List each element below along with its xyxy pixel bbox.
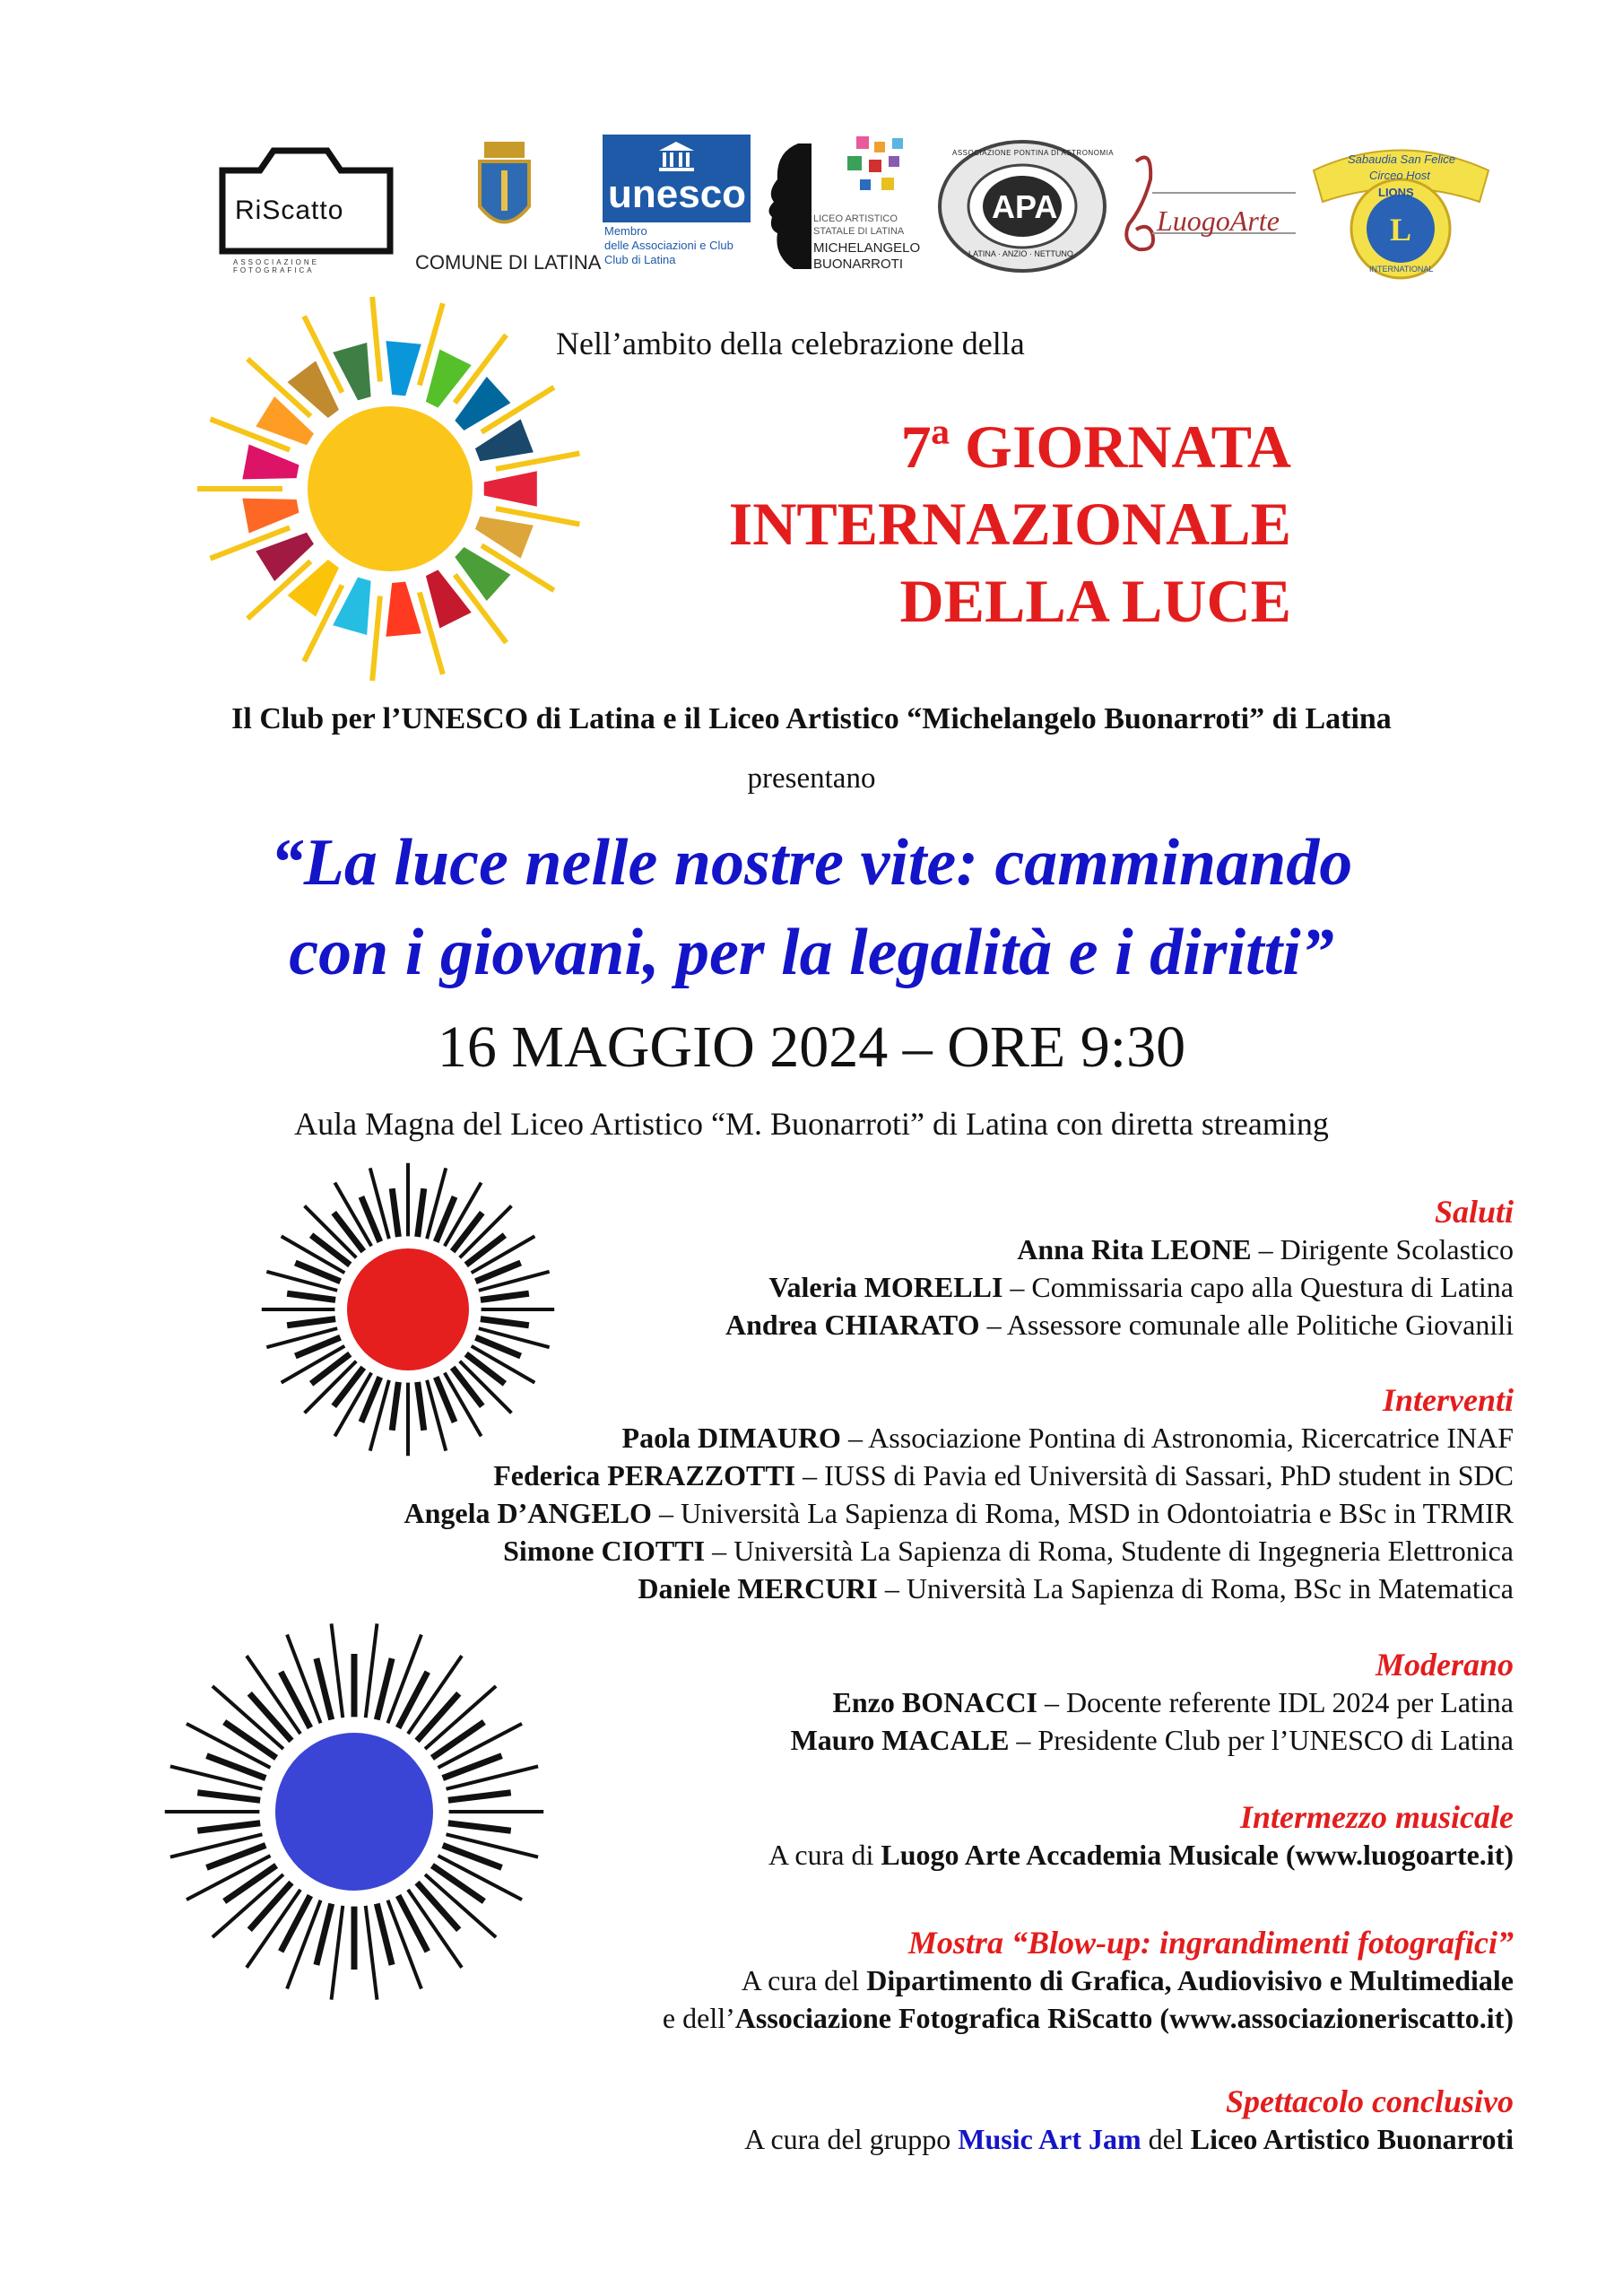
speaker-role: – Presidente Club per l’UNESCO di Latina bbox=[1009, 1724, 1514, 1756]
headline-line-1: “La luce nelle nostre vite: camminando bbox=[270, 826, 1353, 900]
riscatto-sub: ASSOCIAZIONE FOTOGRAFICA bbox=[233, 258, 320, 274]
apa-ring: ASSOCIAZIONE PONTINA DI ASTRONOMIA bbox=[952, 149, 1115, 157]
speaker-role: – Commissaria capo alla Questura di Latina bbox=[1002, 1271, 1514, 1303]
liceo-line4: BUONARROTI bbox=[813, 257, 904, 272]
speaker-name: Paola DIMAURO bbox=[621, 1422, 841, 1454]
lions-name: LIONS bbox=[1378, 186, 1414, 199]
temple-icon bbox=[656, 140, 697, 172]
intermezzo-row bbox=[768, 1836, 1514, 1874]
headline-line-2: con i giovani, per la legalità e i diritti” bbox=[289, 916, 1334, 989]
burst-ray bbox=[311, 1354, 350, 1384]
program-intermezzo bbox=[768, 1798, 1514, 1874]
program-moderano bbox=[791, 1646, 1514, 1759]
burst-ray bbox=[317, 1904, 332, 1965]
burst-ray bbox=[317, 1658, 332, 1719]
speaker-name: Daniele MERCURI bbox=[638, 1572, 878, 1605]
sun-ray-segment bbox=[475, 419, 534, 461]
burst-ray bbox=[432, 1866, 484, 1901]
comune-name: COMUNE DI LATINA bbox=[415, 251, 602, 274]
speaker-name: Mauro MACALE bbox=[790, 1724, 1010, 1756]
burst-ray bbox=[417, 1693, 459, 1741]
mostra-org-2: Associazione Fotografica RiScatto bbox=[734, 2002, 1153, 2034]
speaker-name: Angela D’ANGELO bbox=[404, 1497, 652, 1529]
speaker-role: – IUSS di Pavia ed Università di Sassari, PhD student in SDC bbox=[795, 1459, 1514, 1492]
unesco-line1: Membro bbox=[604, 224, 647, 238]
title-line-1: 7ª GIORNATA bbox=[900, 413, 1291, 481]
burst-ray bbox=[366, 1906, 378, 2000]
speaker-row bbox=[404, 1570, 1514, 1607]
speaker-name: Anna Rita LEONE bbox=[1017, 1233, 1252, 1265]
speaker-name: Federica PERAZZOTTI bbox=[493, 1459, 796, 1492]
event-headline bbox=[0, 818, 1623, 997]
mostra-url[interactable]: (www.associazioneriscatto.it) bbox=[1152, 2002, 1514, 2034]
sun-ray-line bbox=[372, 596, 380, 681]
burst-ray bbox=[453, 1213, 482, 1251]
sun-ray-segment bbox=[386, 341, 421, 396]
sun-ray-line bbox=[372, 297, 380, 382]
luogoarte-name: LuogoArte bbox=[1157, 204, 1280, 237]
burst-ray bbox=[417, 1883, 459, 1930]
program-interventi bbox=[404, 1381, 1514, 1607]
presenters-line: Il Club per l’UNESCO di Latina e il Liceo Artistico “Michelangelo Buonarroti” di Latina bbox=[231, 702, 1392, 735]
burst-ray bbox=[432, 1722, 484, 1758]
liceo-logo bbox=[758, 135, 924, 278]
mostra-pre: A cura del bbox=[741, 1964, 867, 1996]
intermezzo-org: Luogo Arte Accademia Musicale bbox=[881, 1839, 1279, 1871]
burst-ray bbox=[249, 1883, 291, 1930]
profile-silhouette-icon bbox=[758, 144, 812, 269]
burst-ray bbox=[224, 1722, 276, 1758]
speaker-role: – Università La Sapienza di Roma, BSc in Matematica bbox=[877, 1572, 1514, 1605]
sun-disc bbox=[308, 406, 473, 571]
intermezzo-pre: A cura di bbox=[768, 1839, 881, 1871]
speaker-row bbox=[404, 1532, 1514, 1570]
sun-ray-segment bbox=[426, 570, 472, 628]
mostra-pre-2: e dell’ bbox=[662, 2002, 735, 2034]
spettacolo-mid: del bbox=[1141, 2123, 1191, 2155]
coat-of-arms-icon bbox=[408, 135, 601, 242]
speaker-row bbox=[404, 1494, 1514, 1532]
speaker-row bbox=[791, 1683, 1514, 1721]
spettacolo-row bbox=[744, 2120, 1514, 2158]
lions-logo bbox=[1305, 135, 1497, 287]
burst-ray bbox=[287, 1319, 335, 1326]
apa-bottom: LATINA · ANZIO · NETTUNO bbox=[968, 249, 1073, 258]
presentano-label: presentano bbox=[747, 762, 876, 795]
speaker-row bbox=[725, 1231, 1514, 1268]
speaker-row bbox=[725, 1268, 1514, 1306]
mostra-row-2 bbox=[663, 1999, 1514, 2037]
liceo-line2: STATALE DI LATINA bbox=[813, 226, 905, 237]
spettacolo-pre: A cura del gruppo bbox=[744, 2123, 959, 2155]
intro-text: Nell’ambito della celebrazione della bbox=[556, 326, 1025, 361]
title-line-3: DELLA LUCE bbox=[899, 567, 1291, 635]
mostra-row-1 bbox=[663, 1961, 1514, 1999]
speaker-role: – Università La Sapienza di Roma, MSD in Odontoiatria e BSc in TRMIR bbox=[651, 1497, 1514, 1529]
speaker-role: – Assessore comunale alle Politiche Giovanili bbox=[979, 1309, 1514, 1341]
speaker-role: – Università La Sapienza di Roma, Studente di Ingegneria Elettronica bbox=[705, 1535, 1514, 1567]
lions-ring: INTERNATIONAL bbox=[1369, 265, 1434, 274]
luogoarte-logo bbox=[1116, 144, 1296, 269]
program-saluti bbox=[725, 1193, 1514, 1344]
sun-graphic bbox=[188, 287, 592, 691]
speaker-name: Andrea CHIARATO bbox=[725, 1309, 980, 1341]
speaker-role: – Docente referente IDL 2024 per Latina bbox=[1037, 1686, 1514, 1718]
spettacolo-org: Liceo Artistico Buonarroti bbox=[1190, 2123, 1514, 2155]
sun-ray-segment bbox=[475, 517, 534, 559]
unesco-line3: Club di Latina bbox=[604, 253, 676, 266]
speaker-row bbox=[404, 1419, 1514, 1457]
burst-ray bbox=[197, 1823, 260, 1831]
speaker-row bbox=[725, 1306, 1514, 1344]
program-mostra bbox=[663, 1924, 1514, 2037]
burst-ray bbox=[481, 1319, 529, 1326]
comune-latina-logo bbox=[408, 135, 601, 278]
apa-name: APA bbox=[992, 188, 1058, 225]
intermezzo-url[interactable]: (www.luogoarte.it) bbox=[1278, 1839, 1514, 1871]
sun-ray-segment bbox=[484, 471, 537, 507]
mostra-org: Dipartimento di Grafica, Audiovisivo e Multimediale bbox=[866, 1964, 1514, 1996]
burst-ray bbox=[448, 1823, 511, 1831]
unesco-line2: delle Associazioni e Club bbox=[604, 239, 733, 252]
burst-ray bbox=[332, 1623, 343, 1718]
burst-ray bbox=[249, 1693, 291, 1741]
burst-ray bbox=[466, 1235, 505, 1265]
section-title-spettacolo: Spettacolo conclusivo bbox=[1226, 2083, 1514, 2119]
apa-logo bbox=[933, 135, 1115, 278]
burst-ray bbox=[466, 1354, 505, 1384]
riscatto-logo bbox=[215, 144, 399, 274]
burst-ray bbox=[377, 1904, 392, 1965]
sun-ray-segment bbox=[426, 350, 472, 408]
event-venue: Aula Magna del Liceo Artistico “M. Buonarroti” di Latina con diretta streaming bbox=[294, 1106, 1329, 1142]
burst-ray bbox=[224, 1866, 276, 1901]
svg-text:L: L bbox=[1389, 212, 1412, 248]
liceo-line3: MICHELANGELO bbox=[813, 240, 921, 256]
section-title-intermezzo: Intermezzo musicale bbox=[1239, 1799, 1514, 1835]
speaker-role: – Associazione Pontina di Astronomia, Ricercatrice INAF bbox=[840, 1422, 1514, 1454]
burst-ray bbox=[334, 1213, 363, 1251]
lions-top2: Circeo Host bbox=[1369, 169, 1430, 182]
speaker-name: Simone CIOTTI bbox=[503, 1535, 706, 1567]
speaker-row bbox=[791, 1721, 1514, 1759]
burst-ray bbox=[392, 1382, 398, 1431]
event-date: 16 MAGGIO 2024 – ORE 9:30 bbox=[437, 1014, 1186, 1080]
burst-ray bbox=[418, 1188, 424, 1237]
color-squares-icon bbox=[829, 136, 919, 201]
burst-ray bbox=[332, 1906, 343, 2000]
speaker-name: Valeria MORELLI bbox=[768, 1271, 1003, 1303]
sun-ray-segment bbox=[386, 582, 421, 637]
lions-top: Sabaudia San Felice bbox=[1348, 152, 1455, 166]
burst-ray bbox=[197, 1793, 260, 1800]
burst-ray bbox=[334, 1368, 363, 1406]
liceo-line1: LICEO ARTISTICO bbox=[813, 213, 898, 224]
burst-ray bbox=[377, 1658, 392, 1719]
title-line-2: INTERNAZIONALE bbox=[728, 490, 1291, 558]
spettacolo-group: Music Art Jam bbox=[958, 2123, 1141, 2155]
sun-ray-segment bbox=[242, 444, 299, 479]
burst-ray bbox=[448, 1793, 511, 1800]
burst-ray bbox=[287, 1293, 335, 1300]
speaker-role: – Dirigente Scolastico bbox=[1251, 1233, 1514, 1265]
unesco-name: unesco bbox=[608, 172, 747, 216]
event-title bbox=[729, 408, 1291, 639]
section-title-mostra: Mostra “Blow-up: ingrandimenti fotografici” bbox=[907, 1925, 1514, 1961]
burst-ray bbox=[481, 1293, 529, 1300]
riscatto-name: RiScatto bbox=[235, 196, 344, 225]
program-spettacolo bbox=[744, 2083, 1514, 2158]
speaker-row bbox=[404, 1457, 1514, 1494]
burst-ray bbox=[311, 1235, 350, 1265]
section-title-interventi: Interventi bbox=[1382, 1382, 1514, 1418]
burst-disc bbox=[347, 1248, 469, 1370]
sun-ray-segment bbox=[333, 578, 370, 635]
unesco-logo bbox=[603, 135, 755, 278]
blue-sunburst-graphic bbox=[157, 1614, 551, 2009]
burst-disc bbox=[275, 1733, 433, 1891]
sun-ray-segment bbox=[242, 499, 299, 534]
section-title-moderano: Moderano bbox=[1375, 1647, 1514, 1683]
burst-ray bbox=[392, 1188, 398, 1237]
section-title-saluti: Saluti bbox=[1434, 1194, 1514, 1230]
burst-ray bbox=[366, 1623, 378, 1718]
speaker-name: Enzo BONACCI bbox=[832, 1686, 1037, 1718]
sun-ray-segment bbox=[333, 343, 370, 400]
